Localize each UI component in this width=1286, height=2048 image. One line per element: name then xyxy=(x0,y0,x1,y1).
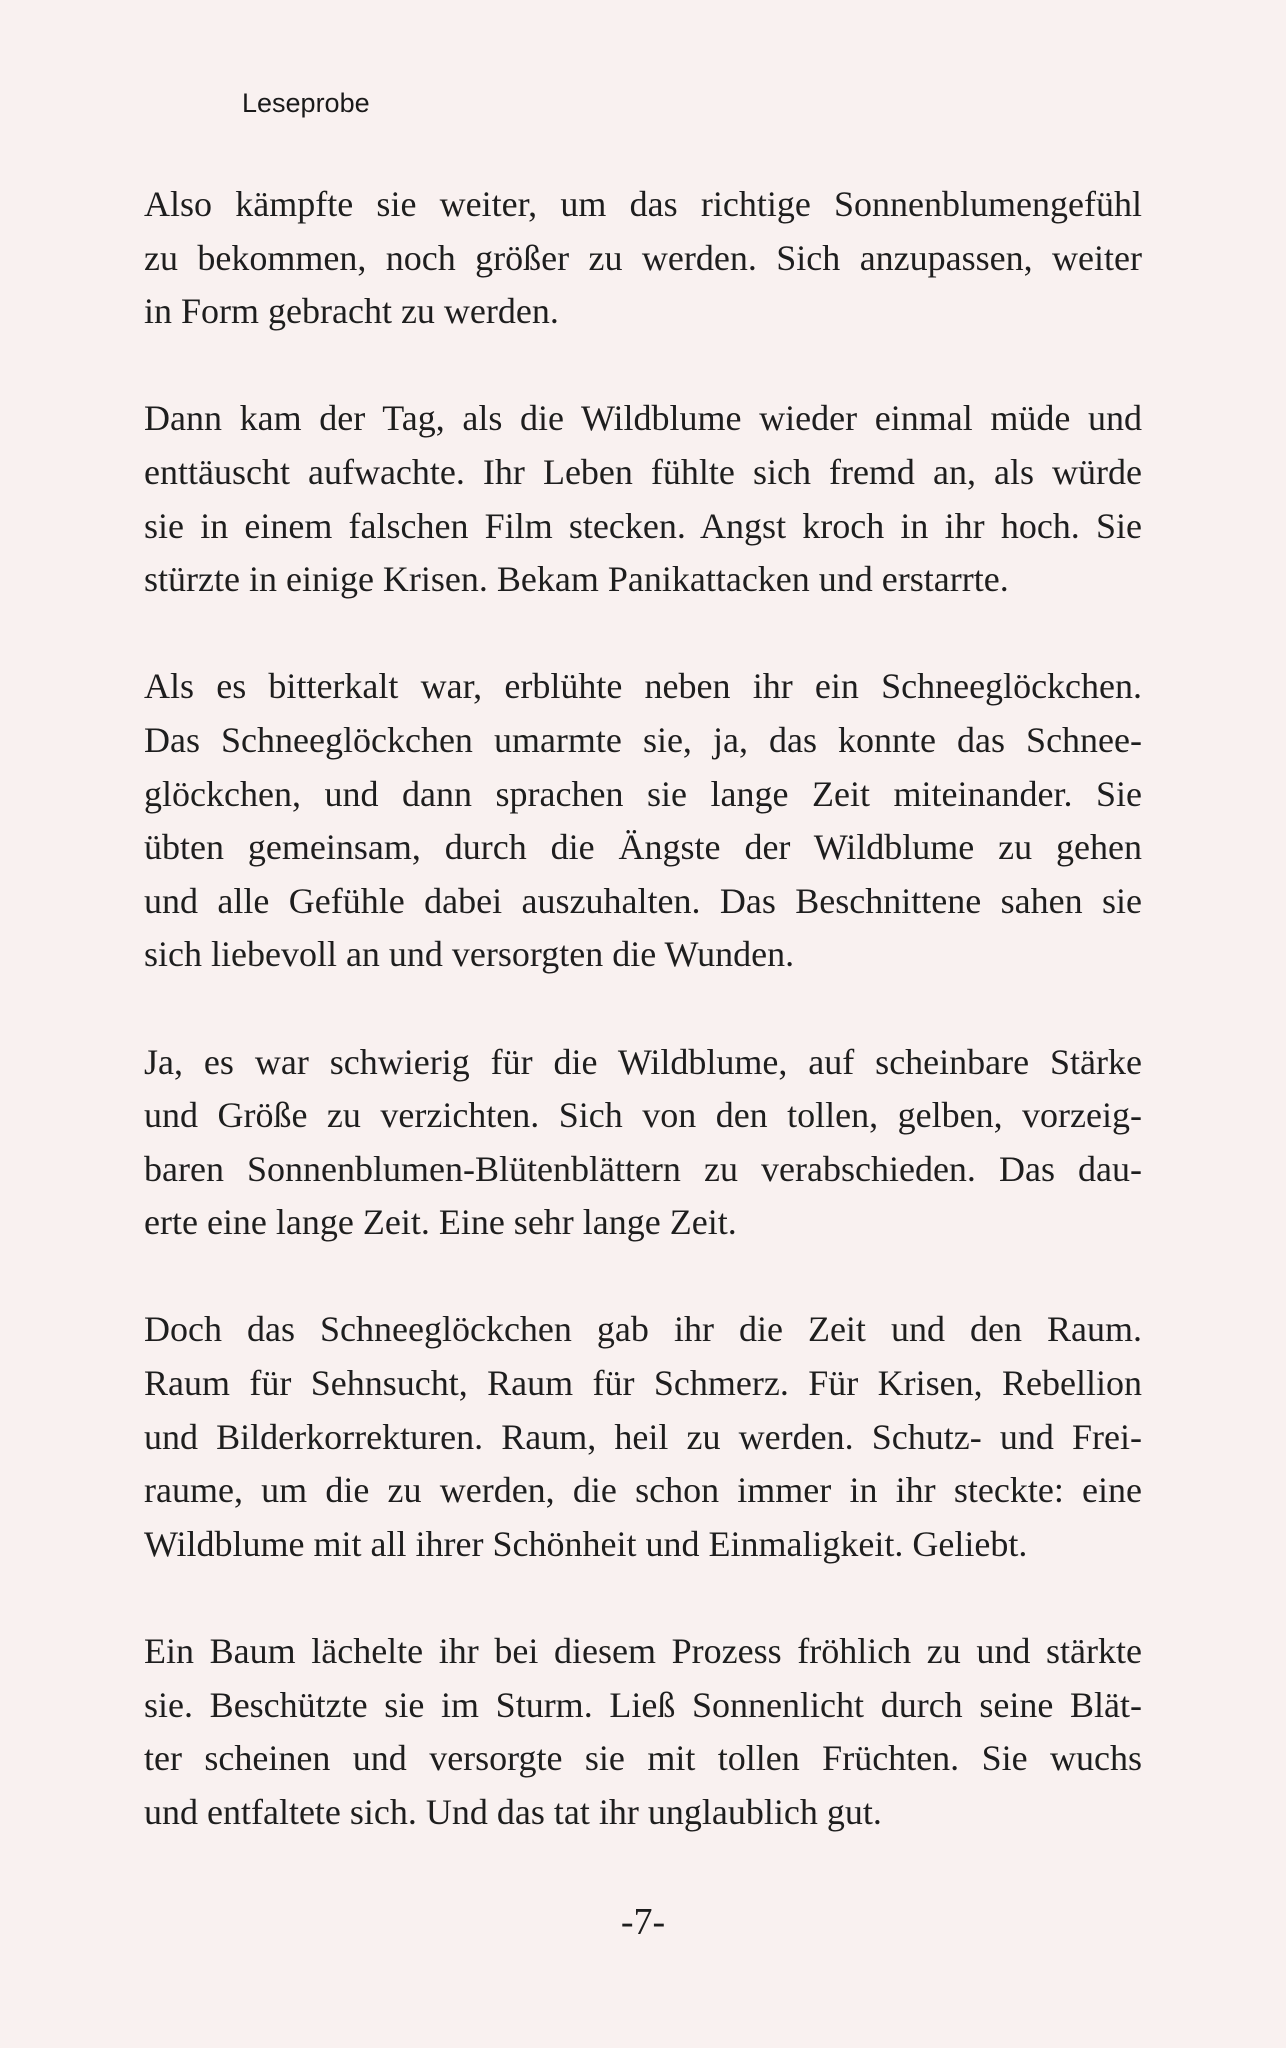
body-text xyxy=(144,178,1142,1893)
text-line: Also kämpfte sie weiter, um das richtige Sonnenblumengefühl xyxy=(144,184,1142,224)
text-line: sie in einem falschen Film stecken. Angst kroch in ihr hoch. Sie xyxy=(144,505,1142,546)
text-line: und entfaltete sich. Und das tat ihr unglaublich gut. xyxy=(144,1791,882,1832)
text-line: erte eine lange Zeit. Eine sehr lange Zeit. xyxy=(144,1202,737,1243)
text-line: raume, um die zu werden, die schon immer in ihr steckte: eine xyxy=(144,1470,1142,1511)
text-line: Als es bitterkalt war, erblühte neben ihr ein Schneeglöckchen. xyxy=(144,666,1142,707)
text-line: Dann kam der Tag, als die Wildblume wieder einmal müde und xyxy=(144,398,1142,439)
text-line: zu bekommen, noch größer zu werden. Sich anzupassen, weiter xyxy=(144,237,1142,278)
text-line: stürzte in einige Krisen. Bekam Panikattacken und erstarrte. xyxy=(144,559,1009,600)
text-line: Ja, es war schwierig für die Wildblume, auf scheinbare Stärke xyxy=(144,1041,1142,1082)
text-line: Wildblume mit all ihrer Schönheit und Einmaligkeit. Geliebt. xyxy=(144,1523,1028,1564)
paragraph xyxy=(144,1303,1142,1571)
text-line: Doch das Schneeglöckchen gab ihr die Zeit und den Raum. xyxy=(144,1309,1142,1350)
text-line: in Form gebracht zu werden. xyxy=(144,291,559,332)
text-line: Das Schneeglöckchen umarmte sie, ja, das konnte das Schnee- xyxy=(144,719,1142,760)
text-line: und alle Gefühle dabei auszuhalten. Das Beschnittene sahen sie xyxy=(144,880,1142,921)
text-line: baren Sonnenblumen-Blütenblättern zu verabschieden. Das dau- xyxy=(144,1148,1142,1189)
text-line: und Größe zu verzichten. Sich von den tollen, gelben, vorzeig- xyxy=(144,1095,1142,1136)
text-line: Ein Baum lächelte ihr bei diesem Prozess fröhlich zu und stärkte xyxy=(144,1631,1142,1672)
text-line: ter scheinen und versorgte sie mit tollen Früchten. Sie wuchs xyxy=(144,1738,1142,1779)
paragraph xyxy=(144,392,1142,606)
paragraph xyxy=(144,1036,1142,1250)
text-line: enttäuscht aufwachte. Ihr Leben fühlte sich fremd an, als würde xyxy=(144,451,1142,492)
running-header: Leseprobe xyxy=(242,88,370,118)
paragraph xyxy=(144,1625,1142,1839)
text-line: sie. Beschützte sie im Sturm. Ließ Sonnenlicht durch seine Blät- xyxy=(144,1684,1142,1725)
page-number: -7- xyxy=(620,1901,666,1943)
text-line: und Bilderkorrekturen. Raum, heil zu werden. Schutz- und Frei- xyxy=(144,1416,1142,1457)
paragraph xyxy=(144,660,1142,982)
text-line: übten gemeinsam, durch die Ängste der Wildblume zu gehen xyxy=(144,827,1142,868)
text-line: Raum für Sehnsucht, Raum für Schmerz. Für Krisen, Rebellion xyxy=(144,1363,1142,1404)
text-line: glöckchen, und dann sprachen sie lange Zeit miteinander. Sie xyxy=(144,773,1142,814)
text-line: sich liebevoll an und versorgten die Wunden. xyxy=(144,934,795,975)
paragraph xyxy=(144,178,1142,339)
